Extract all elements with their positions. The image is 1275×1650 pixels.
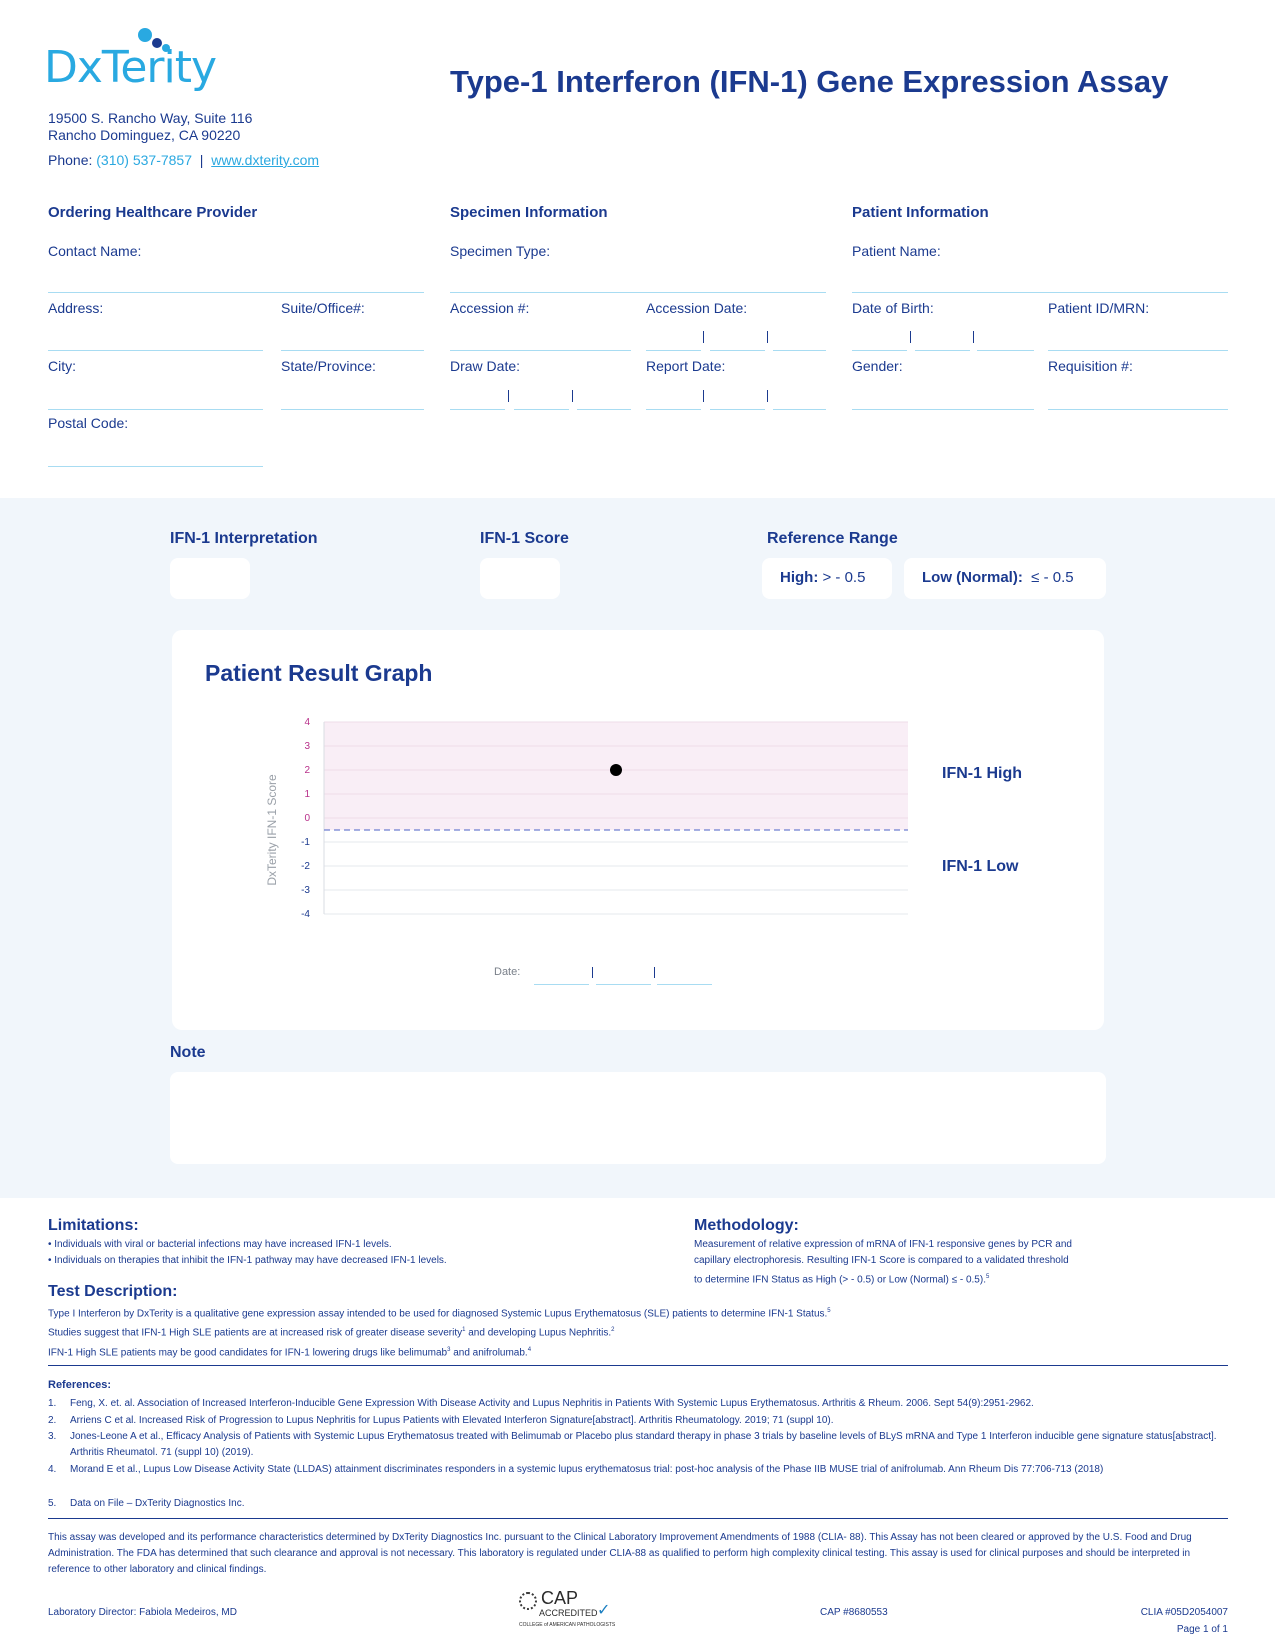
dob-label: Date of Birth: — [852, 300, 934, 316]
patient-name-label: Patient Name: — [852, 243, 941, 259]
note-title: Note — [170, 1044, 206, 1061]
high-range-pill — [762, 558, 892, 599]
patient-id-label: Patient ID/MRN: — [1048, 300, 1150, 316]
document-title: Type-1 Interferon (IFN-1) Gene Expression Assay — [450, 64, 1169, 99]
y-tick-label: 3 — [304, 741, 310, 752]
provider-section-title: Ordering Healthcare Provider — [48, 204, 258, 221]
specimen-type-label: Specimen Type: — [450, 243, 551, 259]
gender-field[interactable] — [852, 409, 1034, 410]
references-title: References: — [48, 1379, 111, 1391]
phone-link[interactable]: (310) 537-7857 — [96, 152, 193, 168]
requisition-label: Requisition #: — [1048, 358, 1133, 374]
methodology-title: Methodology: — [694, 1217, 799, 1234]
graph-title: Patient Result Graph — [205, 660, 433, 686]
low-range-value: ≤ - 0.5 — [1031, 569, 1074, 586]
gender-label: Gender: — [852, 358, 903, 374]
website-link[interactable]: www.dxterity.com — [211, 152, 320, 168]
lab-address — [48, 110, 252, 144]
suite-label: Suite/Office#: — [281, 300, 365, 316]
clia-number: CLIA #05D2054007 — [1140, 1607, 1228, 1618]
suite-field[interactable] — [281, 350, 424, 351]
lab-director: Laboratory Director: Fabiola Medeiros, MD — [48, 1607, 237, 1618]
y-tick-label: 1 — [304, 789, 310, 800]
cap-number: CAP #8680553 — [820, 1607, 888, 1618]
report-date-label: Report Date: — [646, 358, 726, 374]
limitations-list — [48, 1237, 447, 1269]
contact-divider: | — [199, 152, 204, 168]
y-axis-label: DxTerity IFN-1 Score — [265, 774, 279, 886]
contact-line — [48, 152, 319, 168]
state-field[interactable] — [281, 409, 424, 410]
specimen-section-title: Specimen Information — [450, 204, 608, 221]
high-region-label: IFN-1 High — [942, 765, 1022, 782]
regulatory-disclaimer: This assay was developed and its performance characteristics determined by DxTerity Diagnostics Inc. pursuant to the Clinical Laboratory Improvement Amendments of 1988 (CLIA- 88). This Assay has not been cleared or approved by the U.S. Food and Drug Administration. The FDA has determined that such clearance and approval is not necessary. This laboratory is regulated under CLIA-88 as qualified to perform high complexity clinical testing. This assay is used for clinical purposes and should be interpreted in reference to other laboratory and clinical findings. — [48, 1532, 1192, 1575]
accession-number-label: Accession #: — [450, 300, 530, 316]
patient-section-title: Patient Information — [852, 204, 989, 221]
test-description-title: Test Description: — [48, 1283, 178, 1300]
y-tick-label: 4 — [304, 717, 310, 728]
note-box[interactable] — [170, 1072, 1106, 1164]
address-label: Address: — [48, 300, 104, 316]
logo-wordmark: DxTerity — [44, 42, 216, 93]
y-tick-label: -1 — [301, 837, 310, 848]
low-region-label: IFN-1 Low — [942, 858, 1019, 875]
score-value-box[interactable] — [480, 558, 560, 599]
limitation-item: • Individuals with viral or bacterial infections may have increased IFN-1 levels. — [48, 1239, 392, 1250]
y-tick-label: 2 — [304, 765, 310, 776]
methodology-text: Measurement of relative expression of mRNA of IFN-1 responsive genes by PCR and capillary electrophoresis. Resulting IFN-1 Score is compared to a validated threshold to determine IFN Status as High (> - 0.5) or Low (Normal) ≤ - 0.5).$^5$ — [694, 1239, 1072, 1286]
city-label: City: — [48, 358, 76, 374]
limitation-item: • Individuals on therapies that inhibit the IFN-1 pathway may have decreased IFN-1 levels. — [48, 1255, 447, 1266]
requisition-field[interactable] — [1048, 409, 1228, 410]
reference-item: 3. Jones-Leone A et al., Efficacy Analysis of Patients with Systemic Lupus Erythematosus treated with Belimumab or Placebo plus standard therapy in phase 3 trials by baseline levels of BLyS mRNA and Type 1 Interferon inducible gene signature status[abstract]. Arthritis Rheumatol. 71 (suppl 10) (2019). — [48, 1431, 1217, 1458]
address-line-2: Rancho Dominguez, CA 90220 — [48, 127, 241, 143]
accession-date-label: Accession Date: — [646, 300, 748, 316]
page-number: Page 1 of 1 — [1176, 1624, 1228, 1635]
low-range-pill — [904, 558, 1106, 599]
specimen-type-field[interactable] — [450, 292, 826, 293]
address-line-1: 19500 S. Rancho Way, Suite 116 — [48, 110, 253, 126]
contact-name-field[interactable] — [48, 292, 424, 293]
references-divider-top — [48, 1365, 1228, 1366]
patient-name-field[interactable] — [852, 292, 1228, 293]
references-divider-bottom — [48, 1518, 1228, 1519]
patient-id-field[interactable] — [1048, 350, 1228, 351]
city-field[interactable] — [48, 409, 263, 410]
y-tick-label: -4 — [301, 909, 310, 920]
checkmark-icon: ✓ — [597, 1602, 611, 1619]
interpretation-value-box[interactable] — [170, 558, 250, 599]
graph-date-label: Date: — [494, 966, 521, 978]
patient-result-point — [610, 764, 622, 776]
address-field[interactable] — [48, 350, 263, 351]
reference-item: 2. Arriens C et al. Increased Risk of Progression to Lupus Nephritis for Lupus Patients with Elevated Interferon Signature[abstract]. Arthritis Rheumatology. 2019; 71 (suppl 10). — [48, 1415, 834, 1426]
y-tick-label: -2 — [301, 861, 310, 872]
result-graph-card — [172, 630, 1104, 1030]
state-label: State/Province: — [281, 358, 376, 374]
postal-code-field[interactable] — [48, 466, 263, 467]
result-chart — [172, 630, 1104, 1030]
score-title: IFN-1 Score — [480, 530, 569, 547]
reference-item: 5. Data on File – DxTerity Diagnostics Inc. — [48, 1498, 245, 1509]
postal-code-label: Postal Code: — [48, 415, 129, 431]
cap-accredited-logo: CAP ACCREDITED ✓ COLLEGE of AMERICAN PATHOLOGISTS — [519, 1588, 616, 1628]
phone-label: Phone: — [48, 152, 93, 168]
reference-range-title: Reference Range — [767, 530, 898, 547]
test-description-text: Type I Interferon by DxTerity is a qualitative gene expression assay intended to be used for diagnosed Systemic Lupus Erythematosus (SLE) patients to determine IFN-1 Status.$^5$ Studies suggest that IFN-1 High SLE patients are at increased risk of greater disease severity$^1$ and developing Lupus Nephritis.$^2$ IFN-1 High SLE patients may be good candidates for IFN-1 lowering drugs like belimumab$^3$ and anifrolumab.$^4$ — [48, 1308, 831, 1358]
reference-item: 1. Feng, X. et. al. Association of Increased Interferon-Inducible Gene Expression With Disease Activity and Lupus Nephritis in Patients With Systemic Lupus Erythematosus. Arthritis & Rheum. 2006. Sept 54(9):2951-2962. — [48, 1398, 1034, 1409]
high-range-value: > - 0.5 — [822, 569, 866, 586]
reference-item: 4. Morand E et al., Lupus Low Disease Activity State (LLDAS) attainment discriminates responders in a systemic lupus erythematosus trial: post-hoc analysis of the Phase IIB MUSE trial of anifrolumab. Ann Rheum Dis 77:706-713 (2018) — [48, 1464, 1104, 1475]
accession-number-field[interactable] — [450, 350, 631, 351]
results-panel — [0, 498, 1275, 1198]
low-range-label: Low (Normal): — [922, 569, 1023, 586]
limitations-title: Limitations: — [48, 1217, 139, 1234]
contact-name-label: Contact Name: — [48, 243, 142, 259]
company-logo — [44, 28, 224, 96]
draw-date-label: Draw Date: — [450, 358, 521, 374]
y-tick-label: 0 — [304, 813, 310, 824]
interpretation-title: IFN-1 Interpretation — [170, 530, 318, 547]
y-tick-label: -3 — [301, 885, 310, 896]
high-range-label: High: — [780, 569, 819, 586]
